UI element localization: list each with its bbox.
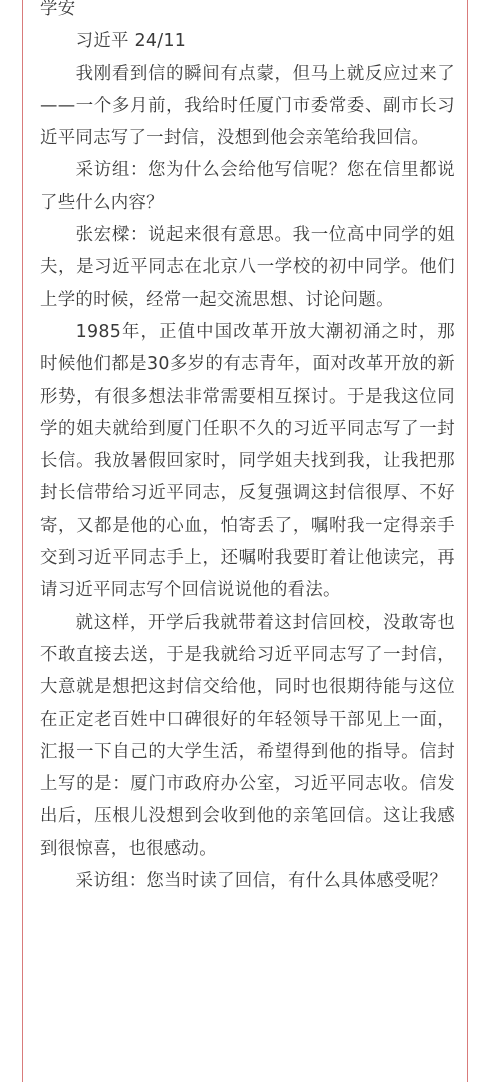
letter-closing: 学安: [40, 0, 76, 19]
letter-signature: 习近平 24/11: [75, 31, 187, 52]
question-why-write: 采访组：您为什么会给他写信呢？您在信里都说了些什么内容？: [40, 160, 455, 213]
paragraph-sent-letter: 就这样，开学后我就带着这封信回校，没敢寄也不敢直接去送，于是我就给习近平同志写了一封信，大意就是想把这封信交给他，同时也很期待能与这位在正定老百姓中口碑很好的年轻领导干部见上一面，汇报一下自己的大学生活，希望得到他的指导。信封上写的是：厦门市政府办公室，习近平同志收。信发出后，压根儿没想到会收到他的亲笔回信。这让我感到很惊喜，也很感动。: [40, 612, 455, 859]
paragraph-reaction: 我刚看到信的瞬间有点蒙，但马上就反应过来了——一个多月前，我给时任厦门市委常委、副市长习近平同志写了一封信，没想到他会亲笔给我回信。: [40, 63, 455, 149]
answer-background: 张宏樑：说起来很有意思。我一位高中同学的姐夫，是习近平同志在北京八一学校的初中同学。他们上学的时候，经常一起交流思想、讨论问题。: [40, 225, 455, 310]
question-feelings: 采访组：您当时读了回信，有什么具体感受呢？: [75, 871, 448, 892]
paragraph-1985: 1985年，正值中国改革开放大潮初涌之时，那时候他们都是30多岁的有志青年，面对改革开放的新形势，有很多想法非常需要相互探讨。于是我这位同学的姐夫就给到厦门任职不久的习近平同志写了一封长信。我放暑假回家时，同学姐夫找到我，让我把那封长信带给习近平同志，反复强调这封信很厚、不好寄，又都是他的心血，怕寄丢了，嘱咐我一定得亲手交到习近平同志手上，还嘱咐我要盯着让他读完，再请习近平同志写个回信说说他的看法。: [40, 321, 455, 601]
article-body: [40, 0, 455, 897]
